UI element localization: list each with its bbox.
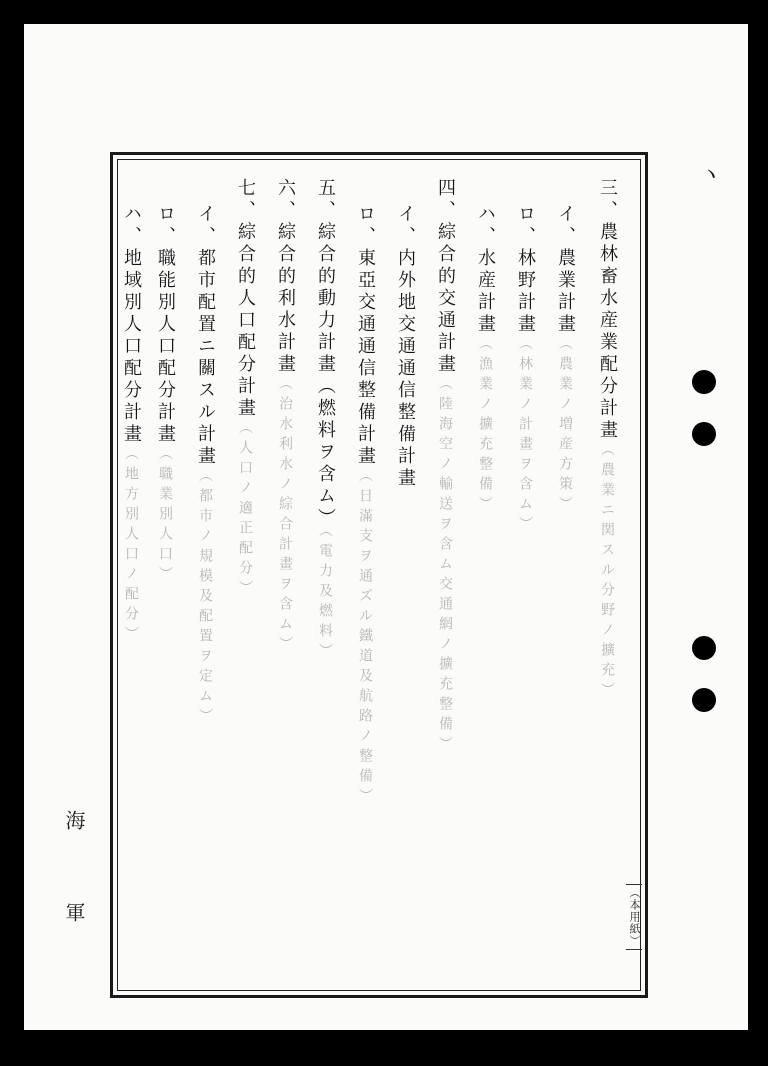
item-7-i-text: イ、都市配置ニ關スル計畫 <box>195 204 216 468</box>
binding-hole-4 <box>692 688 716 712</box>
text-frame-inner <box>117 159 641 991</box>
heading-5-text: 五、綜合的動力計畫（燃料ヲ含ム） <box>315 178 336 530</box>
item-3-ro-text: ロ、林野計畫 <box>515 204 536 336</box>
item-3-ha <box>474 204 496 516</box>
item-3-ha-faint: （漁業ノ擴充整備） <box>477 336 493 516</box>
item-7-ha-faint: （地方別人口ノ配分） <box>123 446 139 646</box>
item-4-ro <box>354 204 376 808</box>
heading-6-text: 六、綜合的利水計畫 <box>275 178 296 376</box>
item-7-i <box>194 204 216 728</box>
item-4-ro-faint: （日滿支ヲ通ズル鐵道及航路ノ整備） <box>357 468 373 808</box>
heading-5-faint: （電力及燃料） <box>317 530 333 663</box>
item-7-ro-text: ロ、職能別人口配分計畫 <box>155 204 176 446</box>
binding-hole-2 <box>692 422 716 446</box>
heading-4 <box>434 178 456 756</box>
heading-3 <box>596 178 618 702</box>
item-4-i-text: イ、内外地交通通信整備計畫 <box>395 204 416 490</box>
binding-hole-1 <box>692 370 716 394</box>
heading-3-text: 三、農林畜水産業配分計畫 <box>597 178 618 442</box>
item-3-i-faint: （農業ノ増産方策） <box>557 336 573 516</box>
item-4-i <box>394 204 416 490</box>
heading-7-faint: （人口ノ適正配分） <box>237 420 253 600</box>
item-7-ro <box>154 204 176 586</box>
heading-6-faint: （治水利水ノ綜合計畫ヲ含ム） <box>277 376 293 656</box>
heading-3-faint: （農業ニ関スル分野ノ擴充） <box>599 442 615 702</box>
margin-char-gun: 軍 <box>62 902 86 922</box>
heading-4-text: 四、綜合的交通計畫 <box>435 178 456 376</box>
item-7-ro-faint: （職業別人口） <box>157 446 173 586</box>
item-7-ha-text: ハ、地域別人口配分計畫 <box>121 204 142 446</box>
heading-7-text: 七、綜合的人口配分計畫 <box>235 178 256 420</box>
heading-4-faint: （陸海空ノ輸送ヲ含ム交通網ノ擴充整備） <box>437 376 453 756</box>
top-mark: ヽ <box>700 163 723 188</box>
item-3-ro-faint: （林業ノ計畫ヲ含ム） <box>517 336 533 536</box>
item-7-ha <box>120 204 142 646</box>
heading-7 <box>234 178 256 600</box>
item-3-ro <box>514 204 536 536</box>
item-3-i-text: イ、農業計畫 <box>555 204 576 336</box>
item-3-ha-text: ハ、水産計畫 <box>475 204 496 336</box>
binding-hole-3 <box>692 636 716 660</box>
item-3-i <box>554 204 576 516</box>
text-frame <box>110 152 648 998</box>
document-page <box>24 24 748 1030</box>
heading-5 <box>314 178 336 663</box>
item-4-ro-text: ロ、東亞交通通信整備計畫 <box>355 204 376 468</box>
margin-char-kai: 海 <box>62 810 86 830</box>
heading-6 <box>274 178 296 656</box>
margin-note: （本用紙） <box>626 884 642 950</box>
item-7-i-faint: （都市ノ規模及配置ヲ定ム） <box>197 468 213 728</box>
